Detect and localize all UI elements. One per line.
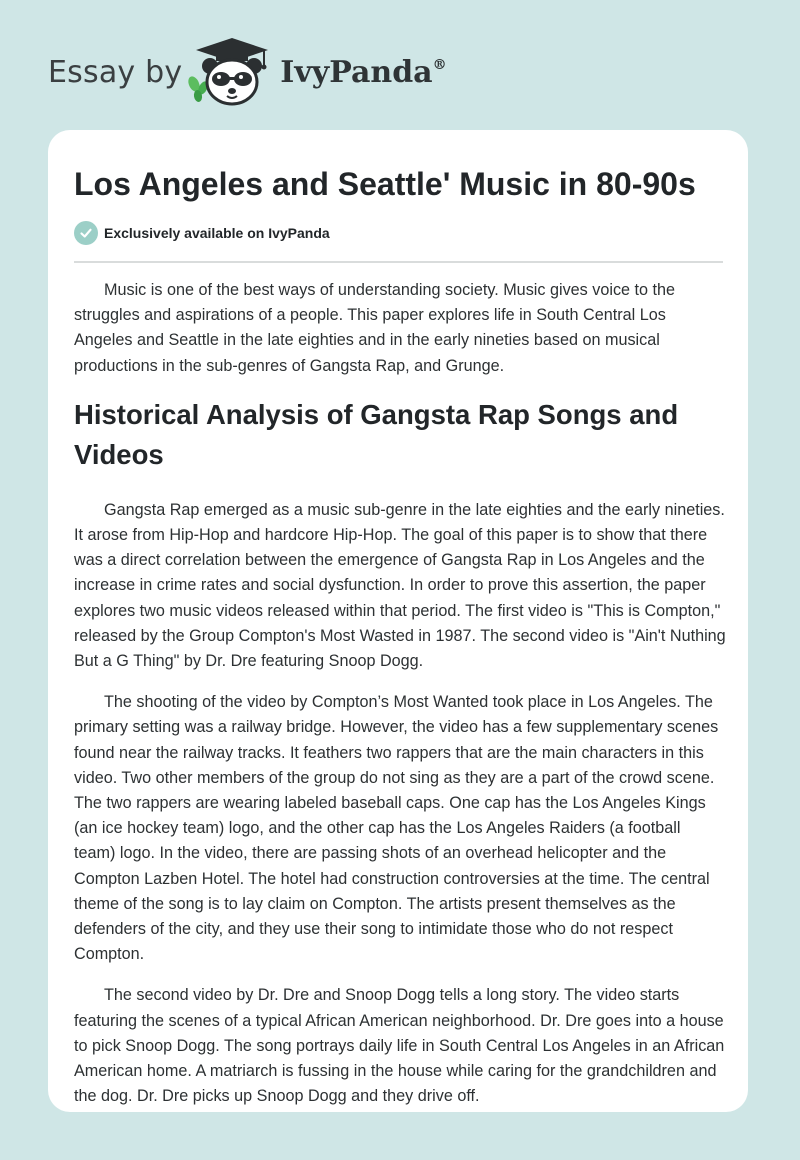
logo-wordmark: IvyPanda® xyxy=(280,54,447,90)
section-heading: Historical Analysis of Gangsta Rap Songs and Videos xyxy=(74,398,679,470)
divider xyxy=(74,261,723,263)
badge-label: Exclusively available on IvyPanda xyxy=(104,225,330,241)
page-title: Los Angeles and Seattle' Music in 80-90s xyxy=(74,166,696,202)
site-logo[interactable] xyxy=(48,36,447,108)
logo-prefix: Essay by xyxy=(48,54,183,90)
essay-card xyxy=(48,130,748,1112)
exclusive-badge xyxy=(74,221,330,245)
checkmark-icon xyxy=(74,221,98,245)
body-paragraph: Gangsta Rap emerged as a music sub-genre in the late eighties and the early nineties. It arose from Hip-Hop and hardcore Hip-Hop. The goal of this paper is to show that there was a direct correlation between the emergence of Gangsta Rap in Los Angeles and the increase in crime rates and social dysfunction. In order to prove this assertion, the paper explores two music videos released within that period. The first video is "This is Compton," released by the Group Compton's Most Wasted in 1987. The second video is "Ain't Nuthing But a G Thing" by Dr. Dre featuring Snoop Dogg. xyxy=(74,500,726,671)
essay-body xyxy=(74,278,726,1109)
panda-mascot-icon xyxy=(186,36,278,108)
intro-paragraph: Music is one of the best ways of understanding society. Music gives voice to the struggles and aspirations of a people. This paper explores life in South Central Los Angeles and Seattle in the late eighties and in the early nineties based on musical productions in the sub-genres of Gangsta Rap, and Grunge. xyxy=(74,281,676,375)
registered-mark: ® xyxy=(432,56,447,73)
body-paragraph: The second video by Dr. Dre and Snoop Dogg tells a long story. The video starts featuring the scenes of a typical African American neighborhood. Dr. Dre goes into a house to pick Snoop Dogg. The song portrays daily life in South Central Los Angeles in an African American home. A matriarch is fussing in the house while caring for the grandchildren and the dog. Dr. Dre picks up Snoop Dogg and they drive off. xyxy=(74,986,725,1106)
body-paragraph: The shooting of the video by Compton’s Most Wanted took place in Los Angeles. The primary setting was a railway bridge. However, the video has a few supplementary scenes found near the railway tracks. It feathers two rappers that are the main characters in this video. Two other members of the group do not sing as they are a part of the crowd scene. The two rappers are wearing labeled baseball caps. One cap has the Los Angeles Kings (an ice hockey team) logo, and the other cap has the Los Angeles Raiders (a football team) logo. In the video, there are passing shots of an overhead helicopter and the Compton Lazben Hotel. The hotel had construction controversies at the time. The central theme of the song is to lay claim on Compton. The artists present themselves as the defenders of the city, and they use their song to intimidate those who do not respect Compton. xyxy=(74,693,719,964)
